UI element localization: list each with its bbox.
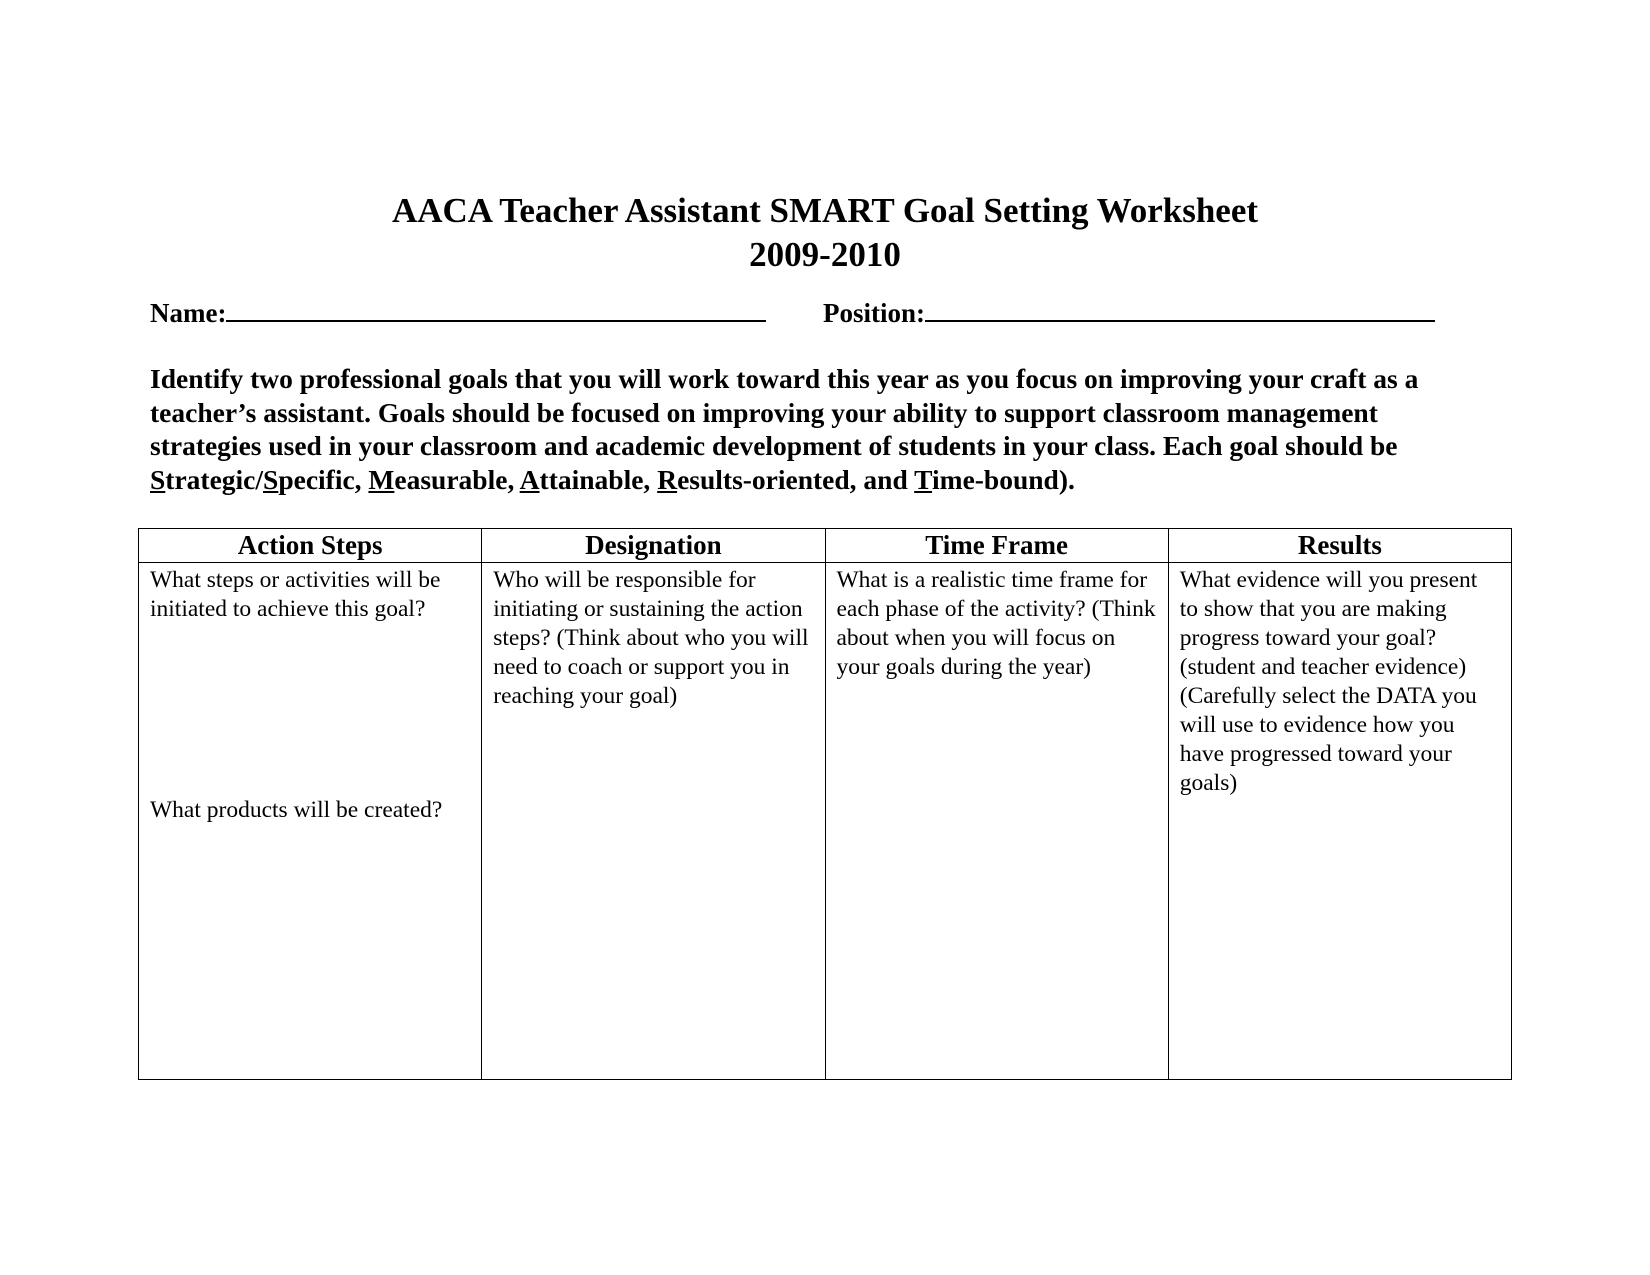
instructions-line: teacher’s assistant. Goals should be focused on improving your ability to support classroom management (150, 396, 1378, 428)
cell-time-frame[interactable] (825, 563, 1168, 1080)
time-frame-prompt: What is a realistic time frame for each phase of the activity? (Think about when you will focus on your goals during the year) (836, 567, 1156, 680)
cell-designation[interactable] (482, 563, 825, 1080)
position-label: Position: (823, 298, 926, 328)
smart-word-attainable: ttainable, (539, 463, 658, 495)
smart-word-time-bound: ime-bound). (932, 463, 1075, 495)
instructions-line: strategies used in your classroom and academic development of students in your class. Each goal should be (150, 430, 1398, 461)
goal-table (138, 528, 1512, 1080)
header-designation: Designation (482, 529, 825, 563)
worksheet-title: AACA Teacher Assistant SMART Goal Setting Worksheet (391, 191, 1259, 230)
name-blank-line[interactable] (226, 298, 766, 322)
smart-letter-s: S (150, 463, 166, 495)
smart-word-measurable: easurable, (394, 463, 520, 495)
position-field (823, 297, 1435, 329)
smart-word-strategic: trategic/ (165, 463, 264, 495)
smart-word-results: esults-oriented, and (677, 463, 915, 495)
cell-action-steps[interactable] (139, 563, 482, 1080)
header-action-steps: Action Steps (139, 529, 482, 563)
results-prompt: What evidence will you present to show that you are making progress toward your goal? (student and teacher evidence) (Carefully select the DATA you will use to evidence how you have progressed toward your goals) (1179, 567, 1478, 796)
table-row (139, 563, 1512, 1080)
instructions-paragraph (150, 362, 1550, 496)
smart-letter-a: A (519, 463, 540, 495)
cell-results[interactable] (1168, 563, 1511, 1080)
name-label: Name: (150, 298, 227, 328)
position-blank-line[interactable] (925, 298, 1435, 322)
smart-letter-s: S (263, 463, 279, 495)
worksheet-year: 2009-2010 (749, 235, 901, 274)
smart-word-specific: pecific, (278, 463, 369, 495)
action-steps-prompt: What steps or activities will be initiated to achieve this goal? (150, 567, 441, 622)
smart-line (150, 463, 1550, 497)
products-prompt: What products will be created? (150, 797, 443, 823)
smart-letter-m: M (368, 463, 395, 495)
name-field (150, 297, 766, 329)
header-time-frame: Time Frame (825, 529, 1168, 563)
smart-letter-r: R (657, 463, 678, 495)
header-results: Results (1168, 529, 1511, 563)
table-header-row (139, 529, 1512, 563)
designation-prompt: Who will be responsible for initiating or sustaining the action steps? (Think about who you will need to coach or support you in reaching your goal) (493, 567, 809, 709)
instructions-line: Identify two professional goals that you will work toward this year as you focus on improving your craft as a (150, 363, 1419, 394)
smart-letter-t: T (914, 463, 933, 495)
